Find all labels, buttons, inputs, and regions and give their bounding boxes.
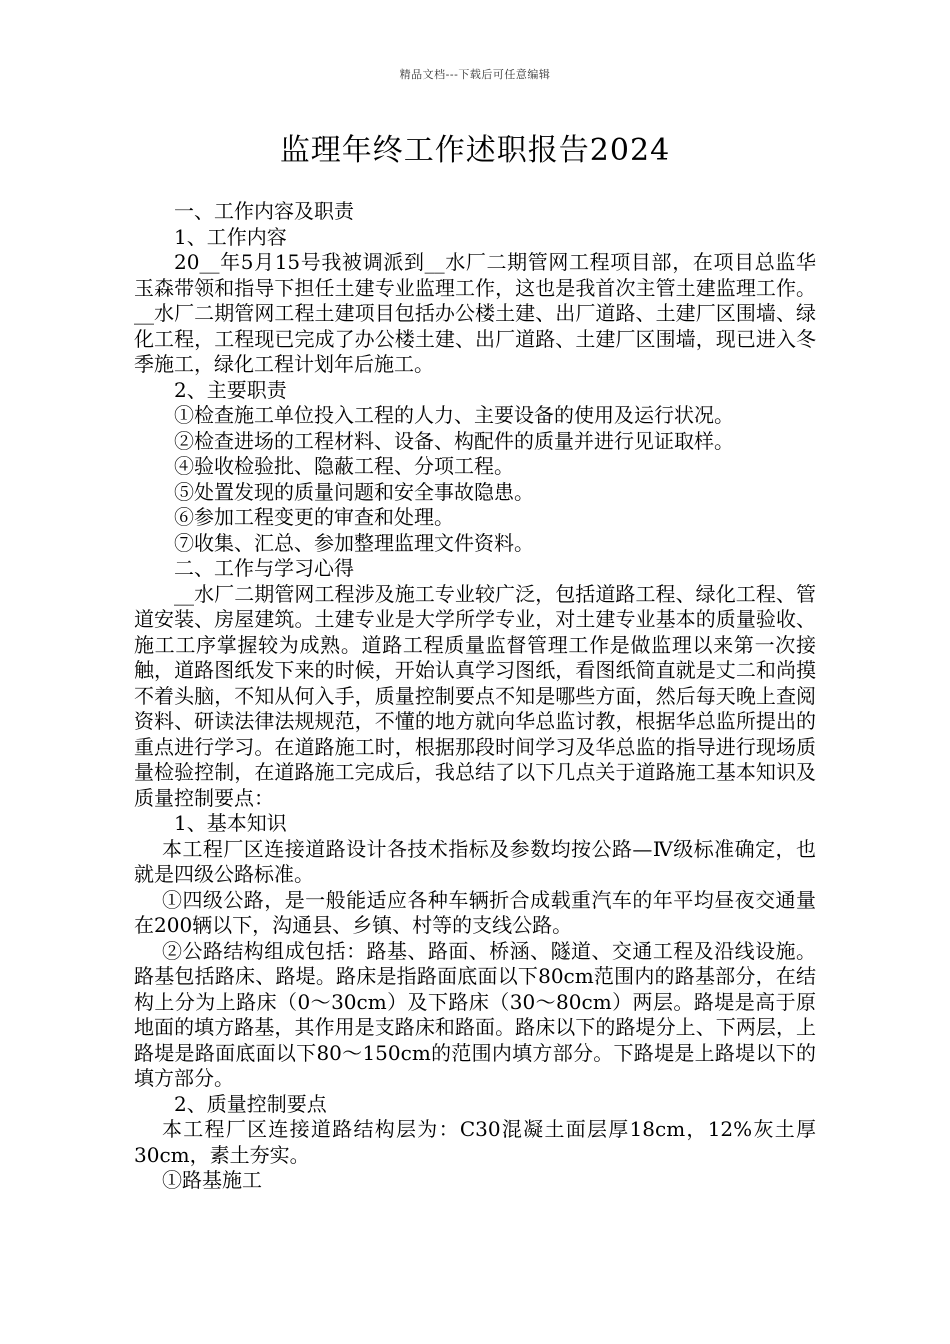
paragraph-class-four-road: ①四级公路，是一般能适应各种车辆折合成载重汽车的年平均昼夜交通量在200辆以下，沟通县、乡镇、村等的支线公路。	[134, 887, 816, 937]
document-title: 监理年终工作述职报告2024	[279, 133, 671, 168]
item-subgrade-construction: ①路基施工	[162, 1168, 262, 1192]
paragraph-road-structure: ②公路结构组成包括：路基、路面、桥涵、隧道、交通工程及沿线设施。路基包括路床、路堤。路床是指路面底面以下80cm范围内的路基部分，在结构上分为上路床（0～30cm）及下路床（30～80cm）两层。路堤是高于原地面的填方路基，其作用是支路床和路面。路床以下的路堤分上、下两层，上路堤是路面底面以下80～150cm的范围内填方部分。下路堤是上路堤以下的填方部分。	[134, 938, 816, 1090]
section-heading-1: 一、工作内容及职责	[174, 199, 354, 223]
duty-item-2: ②检查进场的工程材料、设备、构配件的质量并进行见证取样。	[174, 428, 734, 453]
subheading-basic-knowledge: 1、基本知识	[174, 811, 287, 835]
subheading-main-duties: 2、主要职责	[174, 377, 287, 402]
paragraph-work-content: 20__年5月15号我被调派到__水厂二期管网工程项目部，在项目总监华玉森带领和指导下担任土建专业监理工作，这也是我首次主管土建监理工作。__水厂二期管网工程土建项目包括办公楼土建、出厂道路、土建厂区围墙、绿化工程，工程现已完成了办公楼土建、出厂道路、土建厂区围墙，现已进入冬季施工，绿化工程计划年后施工。	[134, 250, 816, 376]
duty-item-6: ⑥参加工程变更的审查和处理。	[174, 505, 454, 529]
duty-item-5: ⑤处置发现的质量问题和安全事故隐患。	[174, 479, 534, 504]
subheading-quality-control: 2、质量控制要点	[174, 1091, 327, 1116]
paragraph-road-layers: 本工程厂区连接道路结构层为：C30混凝土面层厚18cm，12%灰土厚30cm，素土夯实。	[134, 1117, 816, 1167]
subheading-work-content: 1、工作内容	[174, 224, 287, 249]
duty-item-7: ⑦收集、汇总、参加整理监理文件资料。	[174, 530, 534, 555]
section-heading-2: 二、工作与学习心得	[174, 556, 354, 580]
page-header: 精品文档---下载后可任意编辑	[399, 68, 551, 81]
paragraph-experience: __水厂二期管网工程涉及施工专业较广泛，包括道路工程、绿化工程、管道安装、房屋建筑。土建专业是大学所学专业，对土建专业基本的质量验收、施工工序掌握较为成熟。道路工程质量监督管理工作是做监理以来第一次接触，道路图纸发下来的时候，开始认真学习图纸，看图纸简直就是丈二和尚摸不着头脑，不知从何入手，质量控制要点不知是哪些方面，然后每天晚上查阅资料、研读法律法规规范，不懂的地方就向华总监讨教，根据华总监所提出的重点进行学习。在道路施工时，根据那段时间学习及华总监的指导进行现场质量检验控制，在道路施工完成后，我总结了以下几点关于道路施工基本知识及质量控制要点：	[134, 581, 816, 810]
document-body	[134, 199, 816, 1194]
paragraph-road-standard: 本工程厂区连接道路设计各技术指标及参数均按公路—Ⅳ级标准确定，也就是四级公路标准。	[134, 836, 816, 886]
duty-item-4: ④验收检验批、隐蔽工程、分项工程。	[174, 454, 514, 478]
duty-item-1: ①检查施工单位投入工程的人力、主要设备的使用及运行状况。	[174, 403, 734, 427]
